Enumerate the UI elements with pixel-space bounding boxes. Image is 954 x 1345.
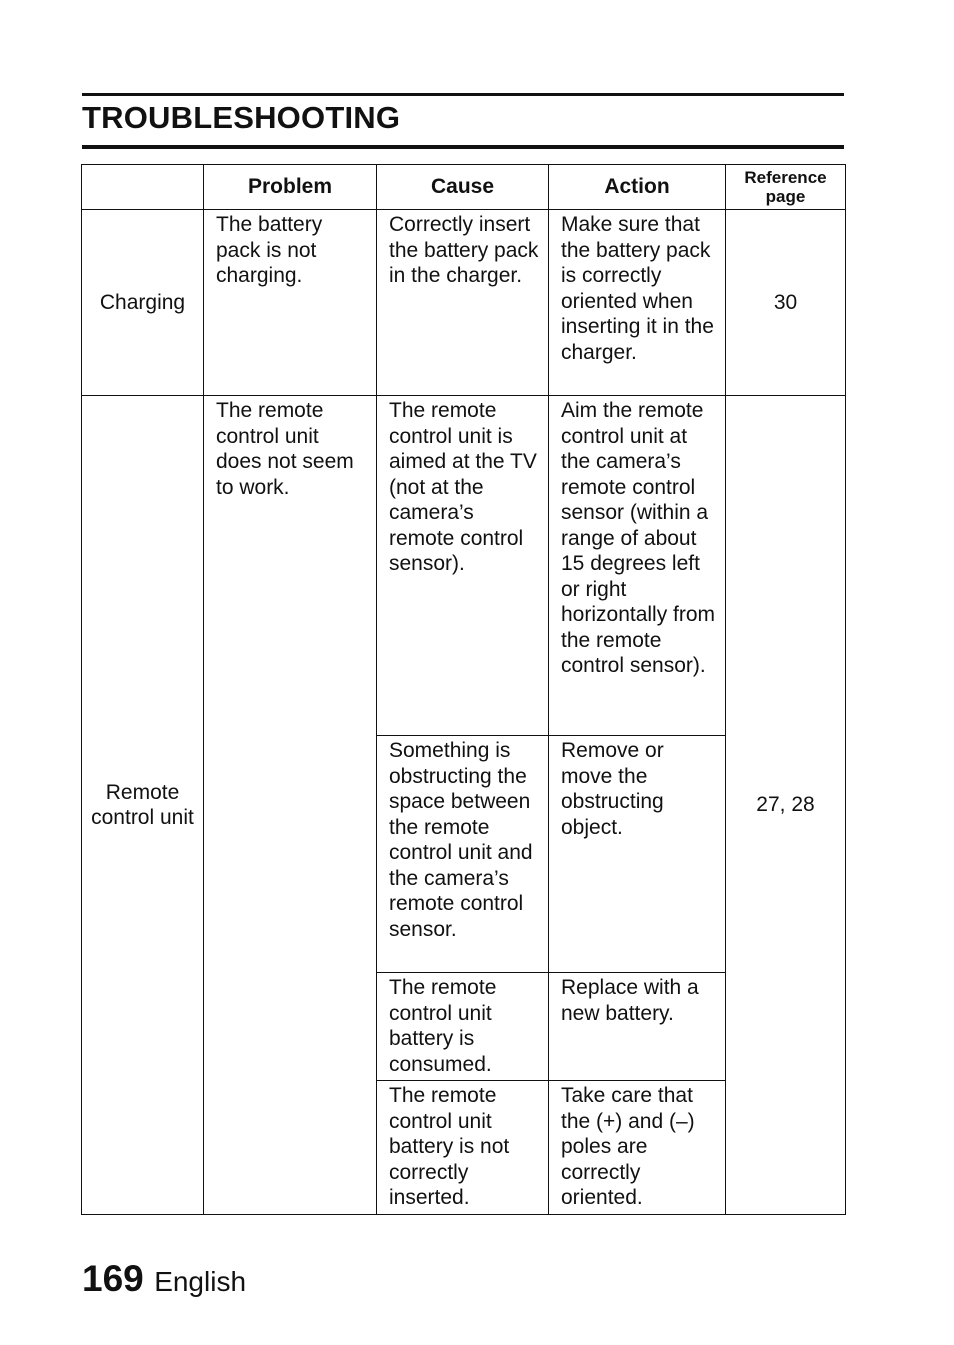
cause-cell: Correctly insert the battery pack in the charger. (377, 210, 549, 396)
troubleshooting-table (81, 164, 846, 1215)
column-header-reference: Reference page (726, 165, 846, 210)
cause-cell: The remote control unit battery is not correctly inserted. (377, 1081, 549, 1215)
title-rule-top (82, 93, 844, 96)
action-cell: Make sure that the battery pack is correctly oriented when inserting it in the charger. (549, 210, 726, 396)
column-header-cause: Cause (377, 165, 549, 210)
title-rule-bottom (82, 145, 844, 149)
category-cell: Charging (82, 210, 204, 396)
cause-cell: The remote control unit is aimed at the TV (not at the camera’s remote control sensor). (377, 396, 549, 736)
table-row (82, 210, 846, 396)
page-footer (82, 1258, 246, 1300)
cause-cell: Something is obstructing the space between the remote control unit and the camera’s remote control sensor. (377, 736, 549, 973)
table-row (82, 396, 846, 736)
action-cell: Take care that the (+) and (–) poles are correctly oriented. (549, 1081, 726, 1215)
cause-cell: The remote control unit battery is consumed. (377, 973, 549, 1081)
action-cell: Replace with a new battery. (549, 973, 726, 1081)
page-title: TROUBLESHOOTING (82, 100, 401, 135)
action-cell: Remove or move the obstructing object. (549, 736, 726, 973)
reference-cell: 27, 28 (726, 396, 846, 1215)
column-header-action: Action (549, 165, 726, 210)
category-cell: Remote control unit (82, 396, 204, 1215)
column-header-problem: Problem (204, 165, 377, 210)
problem-cell: The remote control unit does not seem to work. (204, 396, 377, 1215)
column-header-category (82, 165, 204, 210)
problem-cell: The battery pack is not charging. (204, 210, 377, 396)
action-cell: Aim the remote control unit at the camera’s remote control sensor (within a range of about 15 degrees left or right horizontally from the remote control sensor). (549, 396, 726, 736)
reference-cell: 30 (726, 210, 846, 396)
table-header-row (82, 165, 846, 210)
language-label: English (154, 1266, 247, 1297)
page-number: 169 (82, 1258, 144, 1299)
